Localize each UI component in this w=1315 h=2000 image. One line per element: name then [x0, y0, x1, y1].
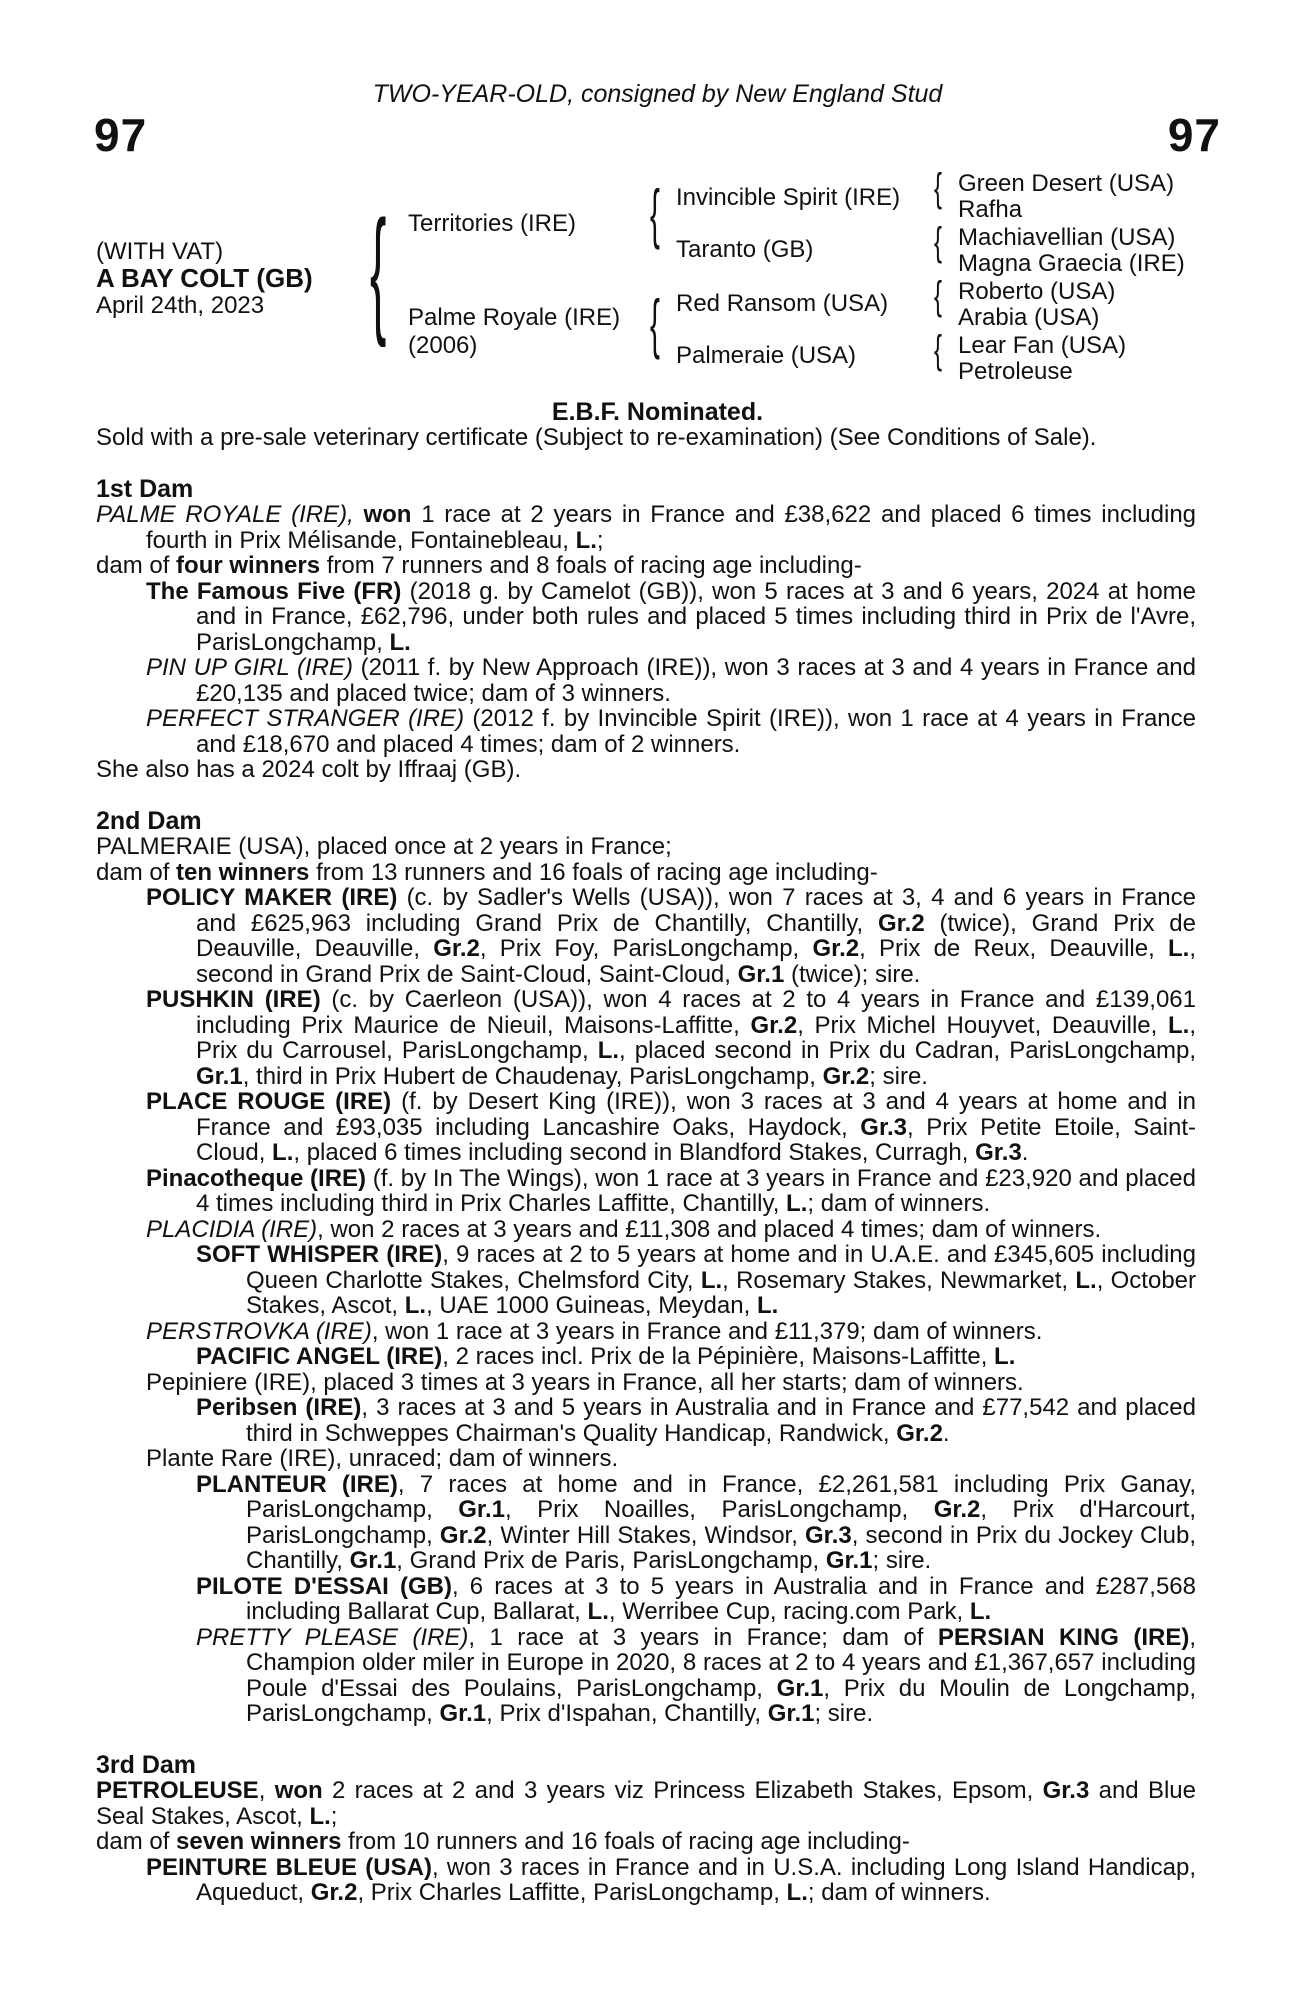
pedigree-sire-sire: Invincible Spirit (IRE)	[676, 184, 901, 211]
list-item: PEINTURE BLEUE (USA), won 3 races in France and in U.S.A. including Long Island Handicap, Aqueduct, Gr.2, Prix Charles Laffitte, ParisLongchamp, L.; dam of winners.	[146, 1853, 1196, 1906]
pedigree-g1: Green Desert (USA)	[958, 170, 1175, 197]
pedigree-g5: Roberto (USA)	[958, 278, 1116, 305]
pedigree-g3: Machiavellian (USA)	[958, 224, 1176, 251]
pedigree-brace-g3: {	[934, 274, 943, 318]
pedigree-sire-dam: Taranto (GB)	[676, 236, 814, 263]
first-dam-record: PALME ROYALE (IRE), won 1 race at 2 years in France and £38,622 and placed 6 times including fourth in Prix Mélisande, Fontainebleau, L.;	[96, 501, 1197, 554]
third-dam-produce: dam of seven winners from 10 runners and 16 foals of racing age including-	[96, 1828, 910, 1855]
list-item: Pinacotheque (IRE) (f. by In The Wings), won 1 race at 3 years in France and £23,920 and placed 4 times including third in Prix Charles Laffitte, Chantilly, L.; dam of winners.	[146, 1164, 1196, 1217]
pedigree-brace-sire: {	[650, 176, 660, 250]
list-item: SOFT WHISPER (IRE), 9 races at 2 to 5 years at home and in U.A.E. and £345,605 including Queen Charlotte Stakes, Chelmsford City, L., Rosemary Stakes, Newmarket, L., October Stakes, Ascot, L., UAE 1000 Guineas, Meydan, L.	[196, 1241, 1197, 1319]
foaling-date: April 24th, 2023	[96, 292, 265, 319]
pedigree-g2: Rafha	[958, 196, 1023, 223]
list-item: Pepiniere (IRE), placed 3 times at 3 years in France, all her starts; dam of winners.	[146, 1368, 1024, 1396]
pedigree-g6: Arabia (USA)	[958, 304, 1100, 331]
pedigree-dam-sire: Red Ransom (USA)	[676, 290, 889, 317]
pedigree-brace-g4: {	[934, 328, 943, 372]
pedigree-g4: Magna Graecia (IRE)	[958, 250, 1185, 277]
lot-number-left: 97	[94, 109, 148, 161]
first-dam-heading: 1st Dam	[96, 474, 194, 503]
pedigree-brace-dam: {	[650, 286, 660, 360]
pedigree-brace-g2: {	[934, 220, 943, 264]
list-item: PUSHKIN (IRE) (c. by Caerleon (USA)), won 4 races at 2 to 4 years in France and £139,061 including Prix Maurice de Nieuil, Maisons-Laffitte, Gr.2, Prix Michel Houyvet, Deauville, L., Prix du Carrousel, ParisLongchamp, L., placed second in Prix du Cadran, ParisLongchamp, Gr.1, third in Prix Hubert de Chaudenay, ParisLongchamp, Gr.2; sire.	[146, 986, 1197, 1090]
list-item: PLACIDIA (IRE), won 2 races at 3 years and £11,308 and placed 4 times; dam of winners.	[146, 1215, 1102, 1243]
lot-number-right: 97	[1167, 109, 1221, 161]
pedigree-dam-year: (2006)	[408, 332, 478, 359]
pedigree-dam: Palme Royale (IRE)	[408, 304, 621, 331]
list-item: PRETTY PLEASE (IRE), 1 race at 3 years in France; dam of PERSIAN KING (IRE), Champion older miler in Europe in 2020, 8 races at 2 to 4 years and £1,367,657 including Poule d'Essai des Poulains, ParisLongchamp, Gr.1, Prix du Moulin de Longchamp, ParisLongchamp, Gr.1, Prix d'Ispahan, Chantilly, Gr.1; sire.	[196, 1623, 1196, 1727]
second-dam-record: PALMERAIE (USA), placed once at 2 years in France;	[96, 833, 672, 860]
horse-name: A BAY COLT (GB)	[96, 263, 313, 293]
sale-note: Sold with a pre-sale veterinary certificate (Subject to re-examination) (See Conditions of Sale).	[96, 424, 1097, 451]
list-item: PLACE ROUGE (IRE) (f. by Desert King (IRE)), won 3 races at 3 and 4 years at home and in France and £93,035 including Lancashire Oaks, Haydock, Gr.3, Prix Petite Etoile, Saint-Cloud, L., placed 6 times including second in Blandford Stakes, Curragh, Gr.3.	[146, 1088, 1196, 1166]
pedigree-brace-g1: {	[934, 166, 943, 210]
list-item: PACIFIC ANGEL (IRE), 2 races incl. Prix de la Pépinière, Maisons-Laffitte, L.	[196, 1343, 1016, 1370]
second-dam-heading: 2nd Dam	[96, 806, 202, 835]
list-item: POLICY MAKER (IRE) (c. by Sadler's Wells (USA)), won 7 races at 3, 4 and 6 years in France and £625,963 including Grand Prix de Chantilly, Chantilly, Gr.2 (twice), Grand Prix de Deauville, Deauville, Gr.2, Prix Foy, ParisLongchamp, Gr.2, Prix de Reux, Deauville, L., second in Grand Prix de Saint-Cloud, Saint-Cloud, Gr.1 (twice); sire.	[146, 884, 1197, 988]
catalogue-body	[96, 425, 1196, 1906]
list-item: PIN UP GIRL (IRE) (2011 f. by New Approach (IRE)), won 3 races at 3 and 4 years in France and £20,135 and placed twice; dam of 3 winners.	[146, 654, 1196, 707]
third-dam-heading: 3rd Dam	[96, 1750, 197, 1779]
pedigree-brace-main: {	[370, 191, 387, 348]
pedigree-sire: Territories (IRE)	[408, 210, 577, 237]
second-dam-produce: dam of ten winners from 13 runners and 16 foals of racing age including-	[96, 858, 878, 886]
list-item: Plante Rare (IRE), unraced; dam of winners.	[146, 1445, 619, 1472]
list-item: The Famous Five (FR) (2018 g. by Camelot (GB)), won 5 races at 3 and 6 years, 2024 at home and in France, £62,796, under both rules and placed 5 times including third in Prix de l'Avre, ParisLongchamp, L.	[146, 577, 1197, 656]
list-item: PERFECT STRANGER (IRE) (2012 f. by Invincible Spirit (IRE)), won 1 race at 4 years in France and £18,670 and placed 4 times; dam of 2 winners.	[146, 705, 1196, 758]
list-item: PERSTROVKA (IRE), won 1 race at 3 years in France and £11,379; dam of winners.	[146, 1317, 1043, 1345]
ebf-nomination: E.B.F. Nominated.	[551, 398, 764, 426]
pedigree-g8: Petroleuse	[958, 358, 1073, 385]
list-item: Peribsen (IRE), 3 races at 3 and 5 years in Australia and in France and £77,542 and placed third in Schweppes Chairman's Quality Handicap, Randwick, Gr.2.	[196, 1394, 1196, 1447]
third-dam-record: PETROLEUSE, won 2 races at 2 and 3 years viz Princess Elizabeth Stakes, Epsom, Gr.3 and Blue Seal Stakes, Ascot, L.;	[96, 1777, 1196, 1830]
first-dam-produce: dam of four winners from 7 runners and 8 foals of racing age including-	[96, 552, 862, 579]
pedigree-g7: Lear Fan (USA)	[958, 332, 1127, 359]
first-dam-also: She also has a 2024 colt by Iffraaj (GB).	[96, 756, 522, 783]
catalogue-header: TWO-YEAR-OLD, consigned by New England Stud	[372, 80, 943, 108]
list-item: PLANTEUR (IRE), 7 races at home and in France, £2,261,581 including Prix Ganay, ParisLongchamp, Gr.1, Prix Noailles, ParisLongchamp, Gr.2, Prix d'Harcourt, ParisLongchamp, Gr.2, Winter Hill Stakes, Windsor, Gr.3, second in Prix du Jockey Club, Chantilly, Gr.1, Grand Prix de Paris, ParisLongchamp, Gr.1; sire.	[196, 1470, 1197, 1574]
vat-note: (WITH VAT)	[96, 238, 224, 265]
pedigree-dam-dam: Palmeraie (USA)	[676, 342, 857, 369]
list-item: PILOTE D'ESSAI (GB), 6 races at 3 to 5 years in Australia and in France and £287,568 including Ballarat Cup, Ballarat, L., Werribee Cup, racing.com Park, L.	[196, 1572, 1196, 1625]
